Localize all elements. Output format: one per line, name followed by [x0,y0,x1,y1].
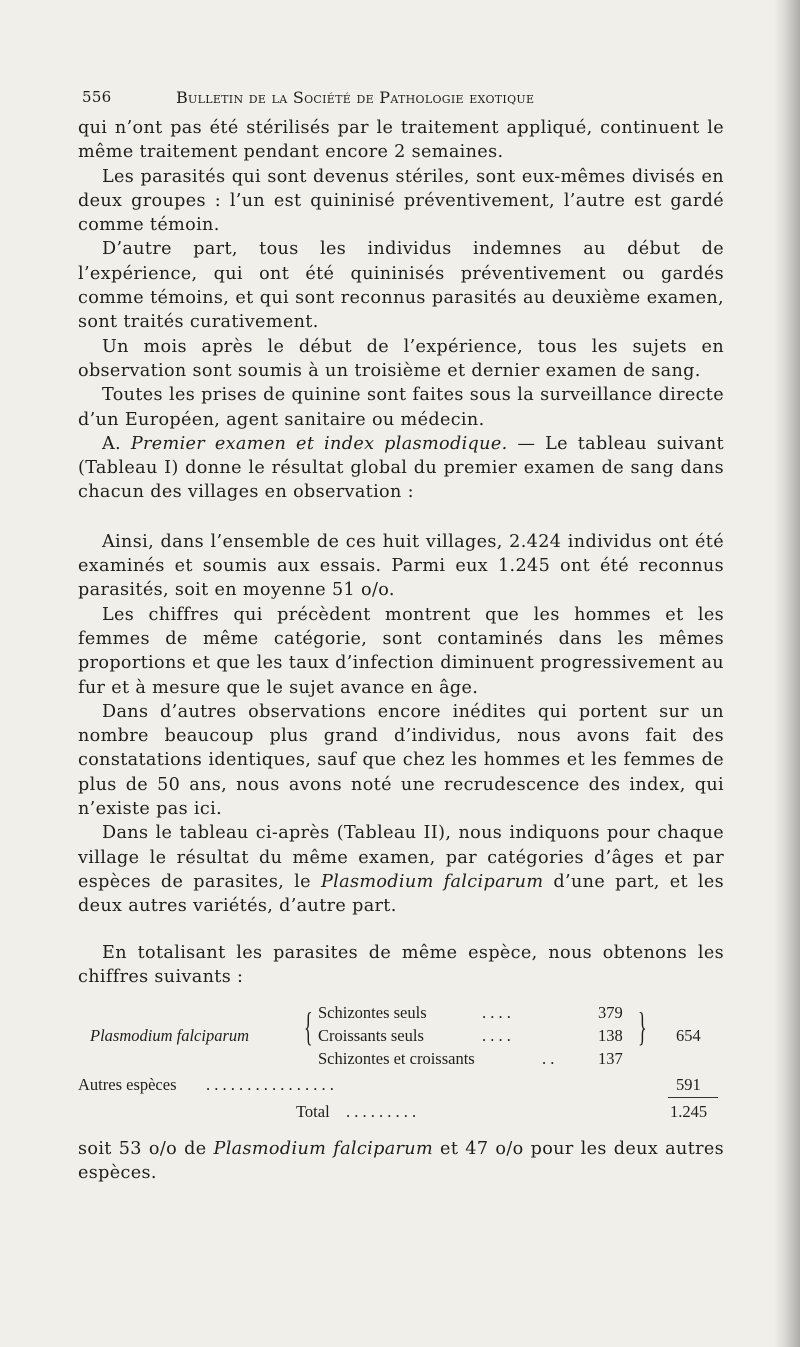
row-value: 138 [598,1026,623,1046]
others-label: Autres espèces [78,1075,177,1095]
others-value: 591 [676,1075,701,1095]
total-label: Total [296,1102,330,1122]
others-dots: . . . . . . . . . . . . . . . . [206,1075,334,1095]
row-value: 137 [598,1049,623,1069]
page-edge-shadow [774,0,800,1347]
species-italic: Plasmodium falciparum [320,871,544,892]
paragraph-tableau-ii: Dans le tableau ci-après (Tableau II), nous indiquons pour chaque village le résultat du même examen, par catégories d’âges et par espèces de parasites, le Plasmodium falciparum d’une part, et les deux autres variétés, d’autre part. [78,823,725,917]
left-brace: { [304,1004,313,1050]
paragraph: En totalisant les parasites de même espèce, nous obtenons les chiffres suivants : [78,942,724,987]
total-rule [668,1097,718,1098]
conclusion-text [78,1137,724,1186]
right-brace: } [638,1004,647,1050]
row-dots: . . [542,1049,555,1069]
row-label: Croissants seuls [318,1026,424,1046]
paragraph: Les parasités qui sont devenus stériles, sont eux-mêmes divisés en deux groupes : l’un est quininisé préventivement, l’autre est gardé comme témoin. [78,166,724,236]
paragraph: Les chiffres qui précèdent montrent que les hommes et les femmes de même catégorie, sont contaminés dans les mêmes proportions et que les taux d’infection diminuent progressivement au fur et à mesure que le sujet avance en âge. [78,604,724,698]
species-italic: Plasmodium falciparum [213,1139,434,1160]
running-header [78,88,724,116]
total-value: 1.245 [670,1102,708,1122]
row-dots: . . . . [482,1003,511,1023]
row-value: 379 [598,1003,623,1023]
row-dots: . . . . [482,1026,511,1046]
paragraph: D’autre part, tous les individus indemnes au début de l’expérience, qui ont été quininisés préventivement ou gardés comme témoins, et qui sont reconnus parasités au deuxième examen, sont traités curativement. [78,239,724,333]
section-heading-italic: Premier examen et index plasmodique. [130,433,508,454]
paragraph-section-a: A. Premier examen et index plasmodique. — Le tableau suivant (Tableau I) donne le résultat global du premier examen de sang dans chacun des villages en observation : [78,433,724,503]
document-page [78,88,724,1186]
paragraph: Toutes les prises de quinine sont faites sous la surveillance directe d’un Européen, agent sanitaire ou médecin. [78,385,724,430]
paragraph-conclusion: soit 53 o/o de Plasmodium falciparum et 47 o/o pour les deux autres espèces. [78,1139,725,1184]
row-label: Schizontes et croissants [318,1049,475,1069]
parasite-summary-table [78,999,724,1123]
page-number: 556 [82,88,112,106]
paragraph: Un mois après le début de l’expérience, tous les sujets en observation sont soumis à un troisième et dernier examen de sang. [78,336,724,381]
species-label: Plasmodium falciparum [90,1026,250,1046]
paragraph: Ainsi, dans l’ensemble de ces huit villages, 2.424 individus ont été examinés et soumis aux essais. Parmi eux 1.245 ont été reconnus parasités, soit en moyenne 51 o/o. [78,531,724,601]
paragraph: Dans d’autres observations encore inédites qui portent sur un nombre beaucoup plus grand d’individus, nous avons fait des constatations identiques, sauf que chez les hommes et les femmes de plus de 50 ans, nous avons noté une recrudescence des index, qui n’existe pas ici. [78,701,724,820]
row-label: Schizontes seuls [318,1003,427,1023]
paragraph: qui n’ont pas été stérilisés par le traitement appliqué, continuent le même traitement pendant encore 2 semaines. [78,118,724,163]
running-title: Bulletin de la Société de Pathologie exotique [176,88,535,107]
subtotal-value: 654 [676,1026,701,1046]
total-dots: . . . . . . . . . [346,1102,417,1122]
body-text [78,116,724,989]
